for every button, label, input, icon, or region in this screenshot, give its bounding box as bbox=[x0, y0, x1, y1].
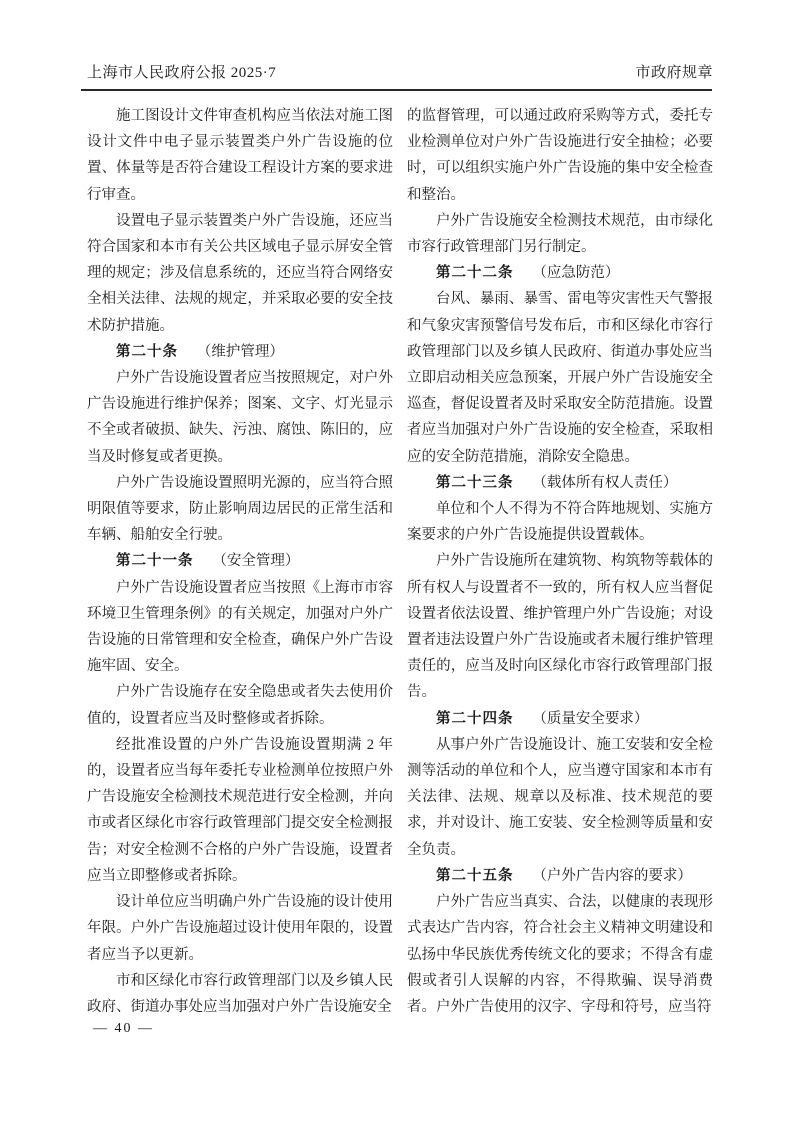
paragraph: 设计单位应当明确户外广告设施的设计使用年限。户外广告设施超过设计使用年限的，设置者应当予以更新。 bbox=[87, 894, 393, 963]
section-label: 市政府规章 bbox=[635, 65, 713, 81]
paragraph: 设置电子显示装置类户外广告设施，还应当符合国家和本市有关公共区域电子显示屏安全管理的规定；涉及信息系统的，还应当符合网络安全相关法律、法规的规定，并采取必要的安全技术防护措施。 bbox=[87, 212, 393, 334]
article-heading bbox=[407, 260, 713, 286]
column-left bbox=[87, 103, 393, 1020]
article-heading bbox=[407, 863, 713, 889]
article-number: 第二十四条 bbox=[436, 710, 514, 727]
article-title: （安全管理） bbox=[212, 553, 300, 570]
paragraph: 市和区绿化市容行政管理部门以及乡镇人民政府、街道办事处应当加强对户外广告设施安全 bbox=[87, 972, 393, 1015]
paragraph: 户外广告设施设置者应当按照规定，对户外广告设施进行维护保养；图案、文字、灯光显示不全或者破损、缺失、污浊、腐蚀、陈旧的，应当及时修复或者更换。 bbox=[87, 370, 393, 465]
paragraph: 户外广告应当真实、合法，以健康的表现形式表达广告内容，符合社会主义精神文明建设和弘扬中华民族优秀传统文化的要求；不得含有虚假或者引人误解的内容，不得欺骗、误导消费者。户外广告使用的汉字、字母和符号，应当符 bbox=[407, 894, 713, 1015]
article-heading bbox=[87, 339, 393, 365]
paragraph: 户外广告设施设置照明光源的，应当符合照明限值等要求，防止影响周边居民的正常生活和车辆、船舶安全行驶。 bbox=[87, 474, 393, 544]
article-heading bbox=[87, 548, 393, 574]
article-title: （维护管理） bbox=[196, 343, 284, 360]
paragraph: 从事户外广告设施设计、施工安装和安全检测等活动的单位和个人，应当遵守国家和本市有关法律、法规、规章以及标准、技术规范的要求，并对设计、施工安装、安全检测等质量和安全负责。 bbox=[407, 736, 713, 858]
article-number: 第二十二条 bbox=[436, 265, 514, 282]
article-number: 第二十一条 bbox=[116, 553, 194, 570]
article-heading bbox=[407, 706, 713, 732]
article-number: 第二十条 bbox=[116, 343, 178, 360]
gazette-title: 上海市人民政府公报 2025·7 bbox=[87, 65, 277, 81]
paragraph: 台风、暴雨、暴雪、雷电等灾害性天气警报和气象灾害预警信号发布后，市和区绿化市容行政管理部门以及乡镇人民政府、街道办事处应当立即启动相关应急预案，开展户外广告设施安全巡查，督促设置者及时采取安全防范措施。设置者应当加强对户外广告设施的安全检查，采取相应的安全防范措施，消除安全隐患。 bbox=[407, 291, 713, 465]
article-title: （质量安全要求） bbox=[532, 710, 649, 727]
paragraph-continuation: 的监督管理，可以通过政府采购等方式，委托专业检测单位对户外广告设施进行安全抽检；必要时，可以组织实施户外广告设施的集中安全检查和整治。 bbox=[407, 108, 713, 203]
paragraph: 经批准设置的户外广告设施设置期满 2 年的，设置者应当每年委托专业检测单位按照户外广告设施安全检测技术规范进行安全检测，并向市或者区绿化市容行政管理部门提交安全检测报告；对安全检测不合格的户外广告设施，设置者应当立即整修或者拆除。 bbox=[87, 736, 393, 884]
article-title: （应急防范） bbox=[532, 265, 620, 282]
article-title: （户外广告内容的要求） bbox=[532, 867, 692, 884]
article-heading bbox=[407, 470, 713, 496]
paragraph: 施工图设计文件审查机构应当依法对施工图设计文件中电子显示装置类户外广告设施的位置、体量等是否符合建设工程设计方案的要求进行审查。 bbox=[87, 108, 393, 203]
article-number: 第二十三条 bbox=[436, 474, 514, 491]
paragraph: 户外广告设施所在建筑物、构筑物等载体的所有权人与设置者不一致的，所有权人应当督促设置者依法设置、维护管理户外广告设施；对设置者违法设置户外广告设施或者未履行维护管理责任的，应当及时向区绿化市容行政管理部门报告。 bbox=[407, 553, 713, 701]
header-rule bbox=[81, 89, 712, 91]
article-number: 第二十五条 bbox=[436, 867, 514, 884]
column-right bbox=[407, 103, 713, 1020]
article-title: （载体所有权人责任） bbox=[532, 474, 678, 491]
paragraph: 户外广告设施设置者应当按照《上海市市容环境卫生管理条例》的有关规定，加强对户外广告设施的日常管理和安全检查，确保户外广告设施牢固、安全。 bbox=[87, 579, 393, 675]
page-number: — 40 — bbox=[93, 1021, 154, 1036]
paragraph: 户外广告设施安全检测技术规范，由市绿化市容行政管理部门另行制定。 bbox=[407, 212, 713, 256]
paragraph: 户外广告设施存在安全隐患或者失去使用价值的，设置者应当及时整修或者拆除。 bbox=[87, 684, 393, 727]
paragraph: 单位和个人不得为不符合阵地规划、实施方案要求的户外广告设施提供设置载体。 bbox=[407, 501, 713, 544]
